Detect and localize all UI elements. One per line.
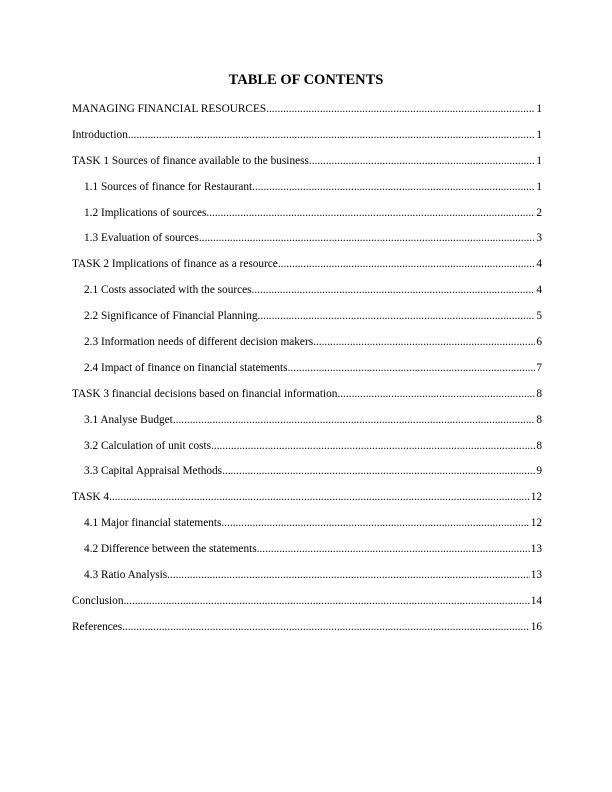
toc-entry-page-number: 14 [530,594,542,607]
toc-entry-label: TASK 2 Implications of finance as a resource [72,258,278,271]
toc-entry[interactable] [72,618,542,644]
toc-entry[interactable] [72,488,542,514]
toc-entry-label: TASK 3 financial decisions based on financial information [72,387,338,400]
toc-entry-page-number: 12 [530,491,542,504]
toc-dot-leader [252,281,536,299]
toc-entry[interactable] [72,229,542,255]
toc-entry-page-number: 6 [536,336,542,349]
toc-entry[interactable] [72,281,542,307]
toc-entry-page-number: 7 [536,361,542,374]
toc-dot-leader [278,255,536,273]
toc-entry-label: 4.1 Major financial statements [84,517,222,530]
toc-entry-label: 4.2 Difference between the statements [84,543,257,556]
toc-dot-leader [211,437,535,455]
toc-title: TABLE OF CONTENTS [228,72,384,88]
toc-entry-label: 1.3 Evaluation of sources [84,232,199,245]
toc-entry-page-number: 9 [536,465,542,478]
toc-entry[interactable] [72,204,542,230]
toc-entry-page-number: 4 [536,258,542,271]
toc-entry[interactable] [72,178,542,204]
toc-entry-page-number: 13 [530,543,542,556]
toc-entry[interactable] [72,411,542,437]
toc-entry-label: 1.2 Implications of sources [84,206,207,219]
toc-dot-leader [167,566,530,584]
toc-entry-page-number: 8 [536,387,542,400]
toc-entry[interactable] [72,540,542,566]
toc-entry-label: 1.1 Sources of finance for Restaurant [84,180,253,193]
toc-entry[interactable] [72,437,542,463]
toc-entry-label: TASK 4 [72,491,110,504]
toc-entry-page-number: 4 [536,284,542,297]
toc-entry-page-number: 1 [536,103,542,115]
toc-entry[interactable] [72,333,542,359]
toc-dot-leader [309,152,535,170]
toc-entry[interactable] [72,385,542,411]
toc-entry-page-number: 3 [536,232,542,245]
toc-entry-page-number: 2 [536,206,542,219]
toc-dot-leader [337,385,535,403]
toc-dot-leader [173,411,536,429]
toc-dot-leader [128,126,535,144]
toc-dot-leader [122,618,530,636]
toc-entry-label: 3.3 Capital Appraisal Methods [84,465,223,478]
toc-entry-page-number: 8 [536,439,542,452]
toc-entry-page-number: 1 [536,128,542,141]
toc-entry[interactable] [72,592,542,618]
toc-dot-leader [288,359,536,377]
toc-dot-leader [222,462,535,480]
toc-entry-page-number: 8 [536,413,542,426]
toc-entry[interactable] [72,307,542,333]
toc-entry-page-number: 1 [536,154,542,167]
toc-entry[interactable] [72,462,542,488]
toc-entry[interactable] [72,255,542,281]
toc-entry[interactable] [72,152,542,178]
toc-entry-label: 3.2 Calculation of unit costs [84,439,212,452]
toc-entry-label: 4.3 Ratio Analysis [84,569,168,582]
toc-dot-leader [313,333,535,351]
toc-dot-leader [109,488,530,506]
toc-entry-label: Conclusion [72,594,124,607]
toc-entry[interactable] [72,514,542,540]
toc-entry-page-number: 1 [536,180,542,193]
toc-entry-page-number: 16 [530,620,542,633]
toc-entry[interactable] [72,566,542,592]
toc-entry-label: 3.1 Analyse Budget [84,413,173,426]
toc-entry-label: Introduction [72,128,128,141]
toc-entry-label: TASK 1 Sources of finance available to the business [72,154,309,167]
toc-dot-leader [221,514,529,532]
toc-dot-leader [252,178,535,196]
toc-entry-label: 2.2 Significance of Financial Planning [84,310,258,323]
toc-dot-leader [123,592,529,610]
toc-entry-label: 2.3 Information needs of different decision makers [84,336,314,349]
toc-dot-leader [266,100,535,118]
toc-entry-label: MANAGING FINANCIAL RESOURCES [72,103,267,115]
toc-entry[interactable] [72,359,542,385]
toc-entry-label: References [72,620,123,633]
toc-dot-leader [199,229,536,247]
toc-dot-leader [257,540,530,558]
toc-entry-page-number: 5 [536,310,542,323]
toc-entry[interactable] [72,100,542,126]
toc-entry-label: 2.1 Costs associated with the sources [84,284,252,297]
toc-entry[interactable] [72,126,542,152]
toc-list [72,100,542,644]
toc-entry-page-number: 12 [530,517,542,530]
toc-entry-page-number: 13 [530,569,542,582]
toc-dot-leader [206,204,535,222]
toc-entry-label: 2.4 Impact of finance on financial statements [84,361,288,374]
toc-dot-leader [258,307,536,325]
